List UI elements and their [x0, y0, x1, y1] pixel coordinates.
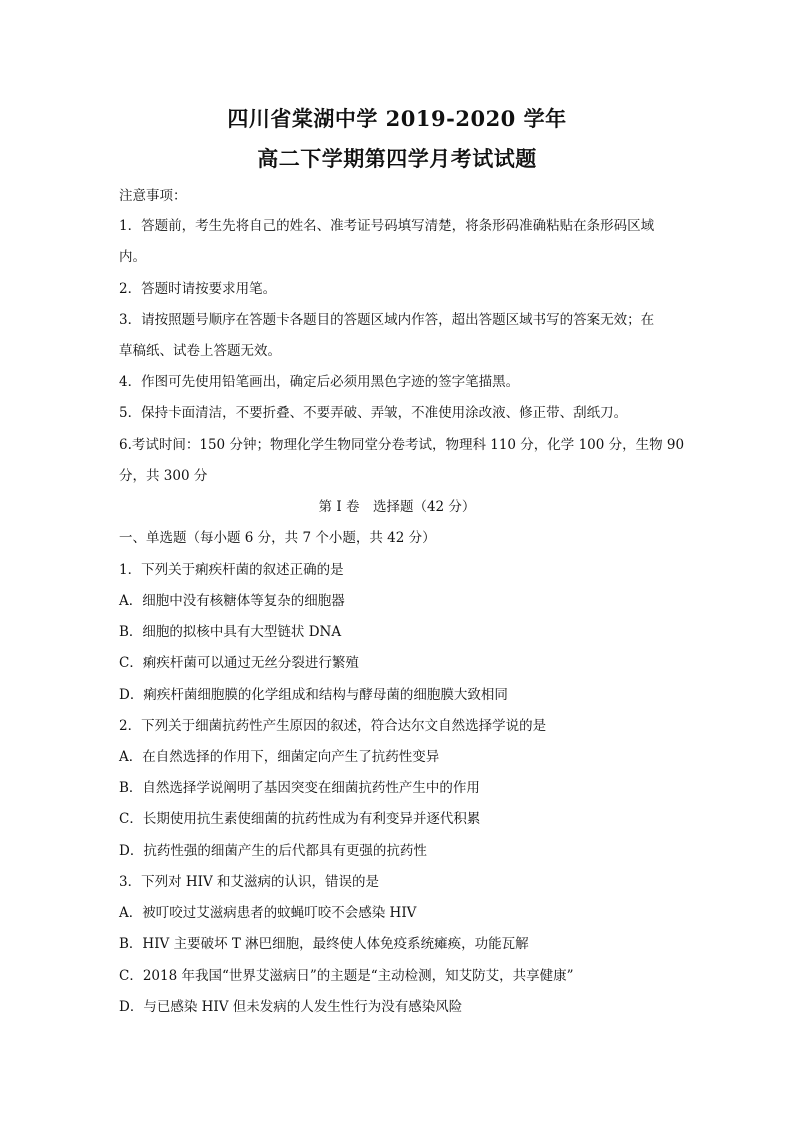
notice-item-5: 5．保持卡面清洁，不要折叠、不要弄破、弄皱，不准使用涂改液、修正带、刮纸刀。 [119, 405, 628, 421]
question-stem: 1．下列关于痢疾杆菌的叙述正确的是 [119, 562, 344, 578]
notice-item-6: 6.考试时间：150 分钟；物理化学生物同堂分卷考试，物理科 110 分，化学 100 分，生物 90 [119, 437, 685, 453]
question-option: C．2018 年我国“世界艾滋病日”的主题是“主动检测，知艾防艾，共享健康” [119, 968, 574, 984]
question-option: B．HIV 主要破坏 T 淋巴细胞，最终使人体免疫系统瘫痪，功能瓦解 [119, 936, 529, 952]
section-title: 第 I 卷 选择题（42 分） [318, 499, 476, 515]
question-option: A．被叮咬过艾滋病患者的蚊蝇叮咬不会感染 HIV [119, 905, 417, 921]
question-option: B．自然选择学说阐明了基因突变在细菌抗药性产生中的作用 [119, 780, 480, 796]
question-option: B．细胞的拟核中具有大型链状 DNA [119, 624, 342, 640]
notice-item-4: 4．作图可先使用铅笔画出，确定后必须用黑色字迹的签字笔描黑。 [119, 374, 520, 390]
notice-item-2: 2．答题时请按要求用笔。 [119, 281, 277, 297]
notice-item-6-continued: 分，共 300 分 [119, 468, 208, 484]
question-option: D．抗药性强的细菌产生的后代都具有更强的抗药性 [119, 843, 427, 859]
question-option: C．长期使用抗生素使细菌的抗药性成为有利变异并逐代积累 [119, 811, 481, 827]
notice-item-3: 3．请按照题号顺序在答题卡各题目的答题区域内作答，超出答题区域书写的答案无效；在 [119, 312, 655, 328]
question-option: C．痢疾杆菌可以通过无丝分裂进行繁殖 [119, 655, 359, 671]
question-stem: 3．下列对 HIV 和艾滋病的认识，错误的是 [119, 874, 380, 890]
notice-item-1: 1．答题前，考生先将自己的姓名、准考证号码填写清楚，将条形码准确粘贴在条形码区域 [119, 218, 655, 234]
notice-item-1-continued: 内。 [119, 249, 146, 265]
question-option: D．痢疾杆菌细胞膜的化学组成和结构与酵母菌的细胞膜大致相同 [119, 687, 508, 703]
question-option: D．与已感染 HIV 但未发病的人发生性行为没有感染风险 [119, 999, 463, 1015]
notice-heading: 注意事项： [119, 188, 187, 204]
exam-title-line2: 高二下学期第四学月考试试题 [257, 146, 537, 171]
notice-item-3-continued: 草稿纸、试卷上答题无效。 [119, 343, 281, 359]
question-option: A．细胞中没有核糖体等复杂的细胞器 [119, 593, 345, 609]
question-option: A．在自然选择的作用下，细菌定向产生了抗药性变异 [119, 749, 440, 765]
exam-title-line1: 四川省棠湖中学 2019-2020 学年 [227, 106, 567, 131]
question-stem: 2．下列关于细菌抗药性产生原因的叙述，符合达尔文自然选择学说的是 [119, 718, 547, 734]
section-subtitle: 一、单选题（每小题 6 分，共 7 个小题，共 42 分） [119, 530, 436, 546]
